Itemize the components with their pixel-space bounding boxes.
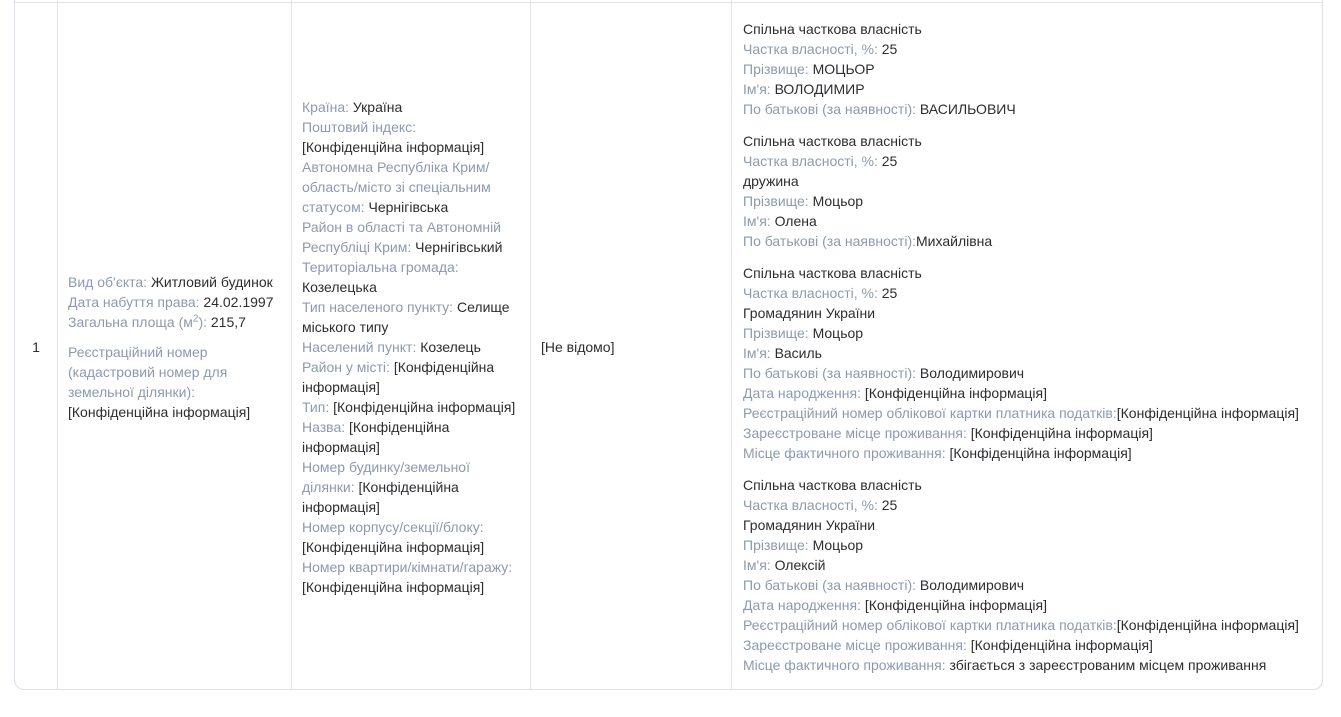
- field-value: Чернігівський: [415, 238, 503, 255]
- valuation-value: [Не відомо]: [541, 338, 615, 355]
- field-line: [743, 655, 1312, 675]
- field-line: [743, 99, 1312, 119]
- field-line: [743, 263, 1312, 283]
- field-value: 24.02.1997: [203, 293, 274, 310]
- field-value: Олексій: [774, 556, 826, 573]
- field-line: [743, 231, 1312, 251]
- field-label: Район в області та Автономній Республіці Крим:: [302, 218, 502, 255]
- field-value: [Конфіденційна інформація]: [864, 384, 1048, 401]
- field-line: [302, 117, 518, 157]
- field-value: [Конфіденційна інформація]: [302, 418, 450, 455]
- field-line: [743, 171, 1312, 191]
- field-label-suffix: ):: [198, 313, 207, 330]
- field-line: [743, 535, 1312, 555]
- field-label: Територіальна громада:: [302, 258, 459, 275]
- field-line: [743, 39, 1312, 59]
- field-label: Частка власності, %:: [743, 40, 878, 57]
- field-value: 25: [881, 284, 898, 301]
- owner-block: [743, 263, 1312, 463]
- field-line: [743, 79, 1312, 99]
- field-value: дружина: [743, 172, 799, 189]
- field-value: Михайлівна: [916, 232, 993, 249]
- field-line: [743, 283, 1312, 303]
- field-label: Вид об'єкта:: [68, 273, 148, 290]
- field-label: Місце фактичного проживання:: [743, 444, 946, 461]
- field-label: Прізвище:: [743, 60, 809, 77]
- field-line: [302, 417, 518, 457]
- field-value: [Конфіденційна інформація]: [333, 398, 516, 415]
- field-line: [302, 97, 518, 117]
- field-label: Реєстраційний номер облікової картки платника податків:: [743, 616, 1117, 633]
- row-number-cell: [15, 3, 58, 690]
- field-line: [743, 635, 1312, 655]
- field-line: [743, 211, 1312, 231]
- field-line: [68, 342, 281, 422]
- field-line: [302, 257, 518, 297]
- field-value: Моцьор: [812, 536, 864, 553]
- field-value: [Конфіденційна інформація]: [302, 138, 485, 155]
- superscript: 2: [192, 312, 199, 324]
- field-value: [Конфіденційна інформація]: [970, 424, 1153, 441]
- spacer-cell: [58, 0, 292, 2]
- field-value: [Конфіденційна інформація]: [949, 444, 1132, 461]
- valuation-cell: [531, 3, 732, 690]
- field-label: Прізвище:: [743, 536, 809, 553]
- field-value: Козелецька: [302, 278, 377, 295]
- field-label: Населений пункт:: [302, 338, 417, 355]
- field-value: Україна: [352, 98, 403, 115]
- owner-block: [743, 131, 1312, 251]
- field-line: [743, 595, 1312, 615]
- field-label: Поштовий індекс:: [302, 118, 417, 135]
- field-line: [743, 303, 1312, 323]
- field-label: Назва:: [302, 418, 346, 435]
- field-value: ВАСИЛЬОВИЧ: [919, 100, 1016, 117]
- field-label: Номер корпусу/секції/блоку:: [302, 518, 484, 535]
- field-value: [Конфіденційна інформація]: [302, 358, 495, 395]
- field-value: 25: [881, 496, 898, 513]
- field-value: МОЦЬОР: [812, 60, 875, 77]
- field-value: Спільна часткова власність: [743, 264, 922, 281]
- field-line: [302, 517, 518, 557]
- owner-block: [743, 475, 1312, 675]
- field-label: Тип:: [302, 398, 330, 415]
- field-line: [68, 292, 281, 312]
- field-value: [Конфіденційна інформація]: [302, 538, 485, 555]
- field-line: [743, 403, 1312, 423]
- field-value: Спільна часткова власність: [743, 132, 922, 149]
- field-line: [302, 397, 518, 417]
- field-label: Частка власності, %:: [743, 152, 878, 169]
- field-label: Зареєстроване місце проживання:: [743, 424, 967, 441]
- field-value: Козелець: [420, 338, 481, 355]
- field-line: [743, 131, 1312, 151]
- location-cell: [292, 3, 531, 690]
- field-value: Моцьор: [812, 324, 864, 341]
- field-label: Ім'я:: [743, 556, 771, 573]
- field-label: Місце фактичного проживання:: [743, 656, 946, 673]
- field-line: [743, 475, 1312, 495]
- field-label: Частка власності, %:: [743, 496, 878, 513]
- field-line: [743, 555, 1312, 575]
- field-value: Володимирович: [919, 364, 1025, 381]
- field-label: Зареєстроване місце проживання:: [743, 636, 967, 653]
- field-line: [743, 19, 1312, 39]
- field-line: [743, 495, 1312, 515]
- field-line: [743, 575, 1312, 595]
- object-info-cell: [58, 3, 292, 690]
- field-value: [Конфіденційна інформація]: [864, 596, 1048, 613]
- field-label: Тип населеного пункту:: [302, 298, 454, 315]
- field-label: Ім'я:: [743, 80, 771, 97]
- field-label: Номер квартири/кімнати/гаражу:: [302, 558, 513, 575]
- spacer-cell: [732, 0, 1322, 2]
- field-label: По батькові (за наявності):: [743, 232, 917, 249]
- field-value: Спільна часткова власність: [743, 20, 922, 37]
- field-value: Василь: [774, 344, 822, 361]
- field-label: Країна:: [302, 98, 350, 115]
- ownership-rights-cell: [732, 3, 1322, 690]
- field-label: Район у місті:: [302, 358, 390, 375]
- field-line: [302, 557, 518, 597]
- field-value: [Конфіденційна інформація]: [1116, 616, 1299, 633]
- field-value: Громадянин України: [743, 516, 876, 533]
- field-value: Селище міського типу: [302, 298, 510, 335]
- spacer-cell: [531, 0, 732, 2]
- field-value: [Конфіденційна інформація]: [302, 578, 485, 595]
- field-value: Спільна часткова власність: [743, 476, 922, 493]
- field-label: По батькові (за наявності):: [743, 364, 917, 381]
- field-line: [302, 357, 518, 397]
- owner-block: [743, 19, 1312, 119]
- object-registration-fields: [68, 342, 281, 422]
- field-line: [743, 323, 1312, 343]
- field-line: [68, 272, 281, 292]
- field-value: [Конфіденційна інформація]: [970, 636, 1153, 653]
- table-row: [15, 3, 1322, 690]
- field-line: [302, 157, 518, 217]
- field-line: [743, 343, 1312, 363]
- field-line: [743, 59, 1312, 79]
- field-value: [Конфіденційна інформація]: [68, 403, 251, 420]
- field-line: [302, 337, 518, 357]
- field-line: [743, 443, 1312, 463]
- field-label: Ім'я:: [743, 212, 771, 229]
- field-value: [Конфіденційна інформація]: [302, 478, 459, 515]
- row-number: 1: [32, 338, 40, 355]
- field-line: [302, 457, 518, 517]
- field-line: [743, 191, 1312, 211]
- spacer-cell: [292, 0, 531, 2]
- field-label: Частка власності, %:: [743, 284, 878, 301]
- field-value: 215,7: [210, 313, 246, 330]
- field-value: Олена: [774, 212, 817, 229]
- field-line: [68, 312, 281, 332]
- field-label: Ім'я:: [743, 344, 771, 361]
- field-label: Дата народження:: [743, 384, 861, 401]
- field-value: Моцьор: [812, 192, 864, 209]
- field-value: ВОЛОДИМИР: [774, 80, 865, 97]
- field-line: [743, 515, 1312, 535]
- location-fields: [302, 97, 518, 597]
- field-label: Прізвище:: [743, 192, 809, 209]
- spacer-cell: [15, 0, 58, 2]
- field-label: Загальна площа (м: [68, 313, 193, 330]
- field-value: Житловий будинок: [150, 273, 273, 290]
- field-label: Дата набуття права:: [68, 293, 200, 310]
- field-line: [743, 383, 1312, 403]
- field-label: Реєстраційний номер облікової картки платника податків:: [743, 404, 1117, 421]
- field-line: [743, 615, 1312, 635]
- field-label: Автономна Республіка Крим/область/місто зі спеціальним статусом:: [302, 158, 491, 215]
- field-value: Чернігівська: [368, 198, 449, 215]
- field-label: Прізвище:: [743, 324, 809, 341]
- field-line: [302, 217, 518, 257]
- field-value: Громадянин України: [743, 304, 876, 321]
- field-value: Володимирович: [919, 576, 1025, 593]
- field-value: 25: [881, 40, 898, 57]
- field-label: Номер будинку/земельної ділянки:: [302, 458, 470, 495]
- object-main-fields: [68, 272, 281, 332]
- field-line: [743, 151, 1312, 171]
- field-label: По батькові (за наявності):: [743, 100, 917, 117]
- field-line: [743, 423, 1312, 443]
- field-label: Реєстраційний номер (кадастровий номер для земельної ділянки):: [68, 343, 228, 400]
- field-label: По батькові (за наявності):: [743, 576, 917, 593]
- field-value: [Конфіденційна інформація]: [1116, 404, 1299, 421]
- field-value: 25: [881, 152, 898, 169]
- declaration-property-table: [14, 0, 1323, 690]
- field-value: збігається з зареєстрованим місцем проживання: [949, 656, 1267, 673]
- field-line: [302, 297, 518, 337]
- field-label: Дата народження:: [743, 596, 861, 613]
- field-line: [743, 363, 1312, 383]
